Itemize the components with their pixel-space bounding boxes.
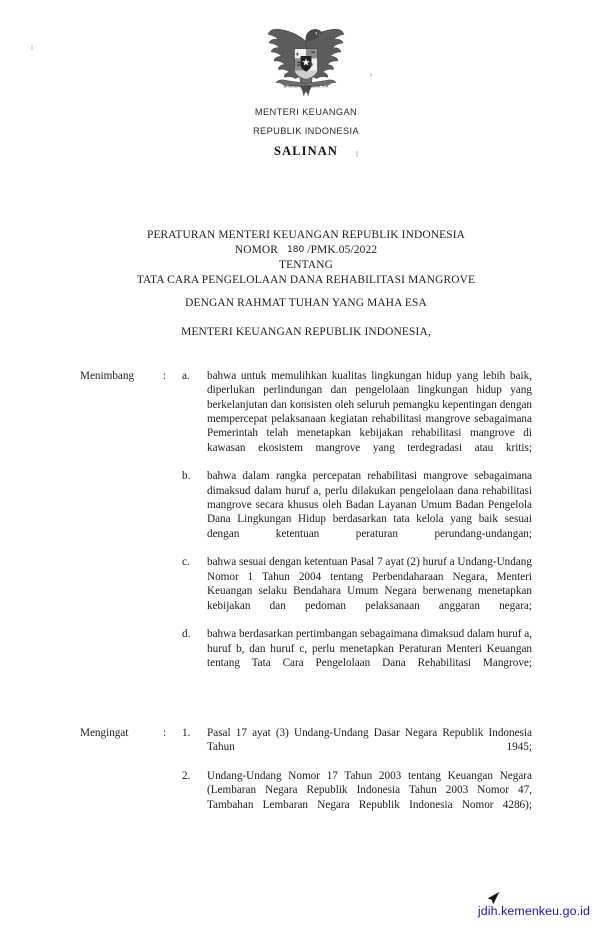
regulation-title-line: PERATURAN MENTERI KEUANGAN REPUBLIK INDONESIA xyxy=(146,229,466,241)
menimbang-colon: : xyxy=(163,370,167,382)
invocation-line: DENGAN RAHMAT TUHAN YANG MAHA ESA xyxy=(185,297,427,309)
clause-marker: 2. xyxy=(182,770,191,783)
ministry-name-line2: REPUBLIK INDONESIA xyxy=(252,125,359,136)
clause-marker: d. xyxy=(182,628,191,641)
cursor-arrow-icon xyxy=(485,891,502,906)
clause-row xyxy=(80,627,532,684)
clause-text: bahwa sesuai dengan ketentuan Pasal 7 ayat (2) huruf a Undang-Undang Nomor 1 Tahun 2004 tentang Perbendaharaan Negara, Menteri Keuangan selaku Bendahara Umum Negara berwenang menetapkan kebijakan dan pedoman pelaksanaan anggaran negara; xyxy=(207,556,532,612)
clause-text: bahwa dalam rangka percepatan rehabilitasi mangrove sebagaimana dimaksud dalam huruf a, perlu dilakukan pengelolaan dana rehabilitasi mangrove secara khusus oleh Badan Layanan Umum Badan Pengelola Dana Lingkungan Hidup berdasarkan tata kelola yang baik sesuai dengan ketentuan peraturan perundang-undangan; xyxy=(207,470,532,540)
mengingat-colon: : xyxy=(163,727,167,739)
svg-text:BHINNEKA TUNGGAL IKA: BHINNEKA TUNGGAL IKA xyxy=(283,84,329,89)
clause-marker: 1. xyxy=(182,727,191,739)
ministry-name-line1: MENTERI KEUANGAN xyxy=(254,107,358,117)
mengingat-label: Mengingat xyxy=(80,727,129,739)
nomor-value: 180 xyxy=(286,245,305,256)
clause-row xyxy=(80,469,532,555)
menimbang-label: Menimbang xyxy=(80,370,135,382)
clause-marker: b. xyxy=(182,470,191,483)
clause-row xyxy=(80,769,532,826)
menimbang-section xyxy=(80,369,532,685)
clause-marker: a. xyxy=(182,370,190,382)
clause-text: bahwa untuk memulihkan kualitas lingkungan hidup yang lebih baik, diperlukan perlindungan dan pengelolaan lingkungan hidup yang berkelanjutan dan konsisten oleh seluruh pemangku kepentingan dengan mempercepat pelaksanaan kegiatan rehabilitasi mangrove sebagaimana Pemerintah telah menetapkan kebijakan rehabilitasi mangrove di kawasan ekosistem mangrove yang terdegradasi atau kritis; xyxy=(207,370,532,454)
clause-row xyxy=(80,555,532,627)
clause-text: Pasal 17 ayat (3) Undang-Undang Dasar Negara Republik Indonesia Tahun 1945; xyxy=(207,727,532,754)
copy-mark-salinan: SALINAN xyxy=(274,144,338,158)
footer-watermark xyxy=(0,902,612,920)
regulation-subject-line: TATA CARA PENGELOLAAN DANA REHABILITASI MANGROVE xyxy=(136,273,476,286)
issuing-authority-line: MENTERI KEUANGAN REPUBLIK INDONESIA, xyxy=(181,326,431,338)
jdih-url-link[interactable]: jdih.kemenkeu.go.id xyxy=(477,904,590,918)
mengingat-section xyxy=(80,726,532,826)
clause-text: bahwa berdasarkan pertimbangan sebagaimana dimaksud dalam huruf a, huruf b, dan huruf c, perlu menetapkan Peraturan Menteri Keuangan tentang Tata Cara Pengelolaan Dana Rehabilitasi Mangrove; xyxy=(207,628,532,669)
nomor-label: NOMOR xyxy=(234,243,278,256)
regulation-title-block xyxy=(0,228,612,287)
nomor-suffix: /PMK.05/2022 xyxy=(307,243,378,256)
garuda-pancasila-emblem xyxy=(263,22,349,100)
clause-row xyxy=(80,369,532,469)
masthead xyxy=(0,22,612,159)
tentang-label: TENTANG xyxy=(279,259,333,272)
clause-marker: c. xyxy=(182,556,190,569)
regulation-number-line xyxy=(0,243,612,259)
clause-row xyxy=(80,726,532,769)
clause-text: Undang-Undang Nomor 17 Tahun 2003 tentang Keuangan Negara (Lembaran Negara Republik Indonesia Tahun 2003 Nomor 47, Tambahan Lembaran Negara Republik Indonesia Nomor 4286); xyxy=(207,770,532,811)
